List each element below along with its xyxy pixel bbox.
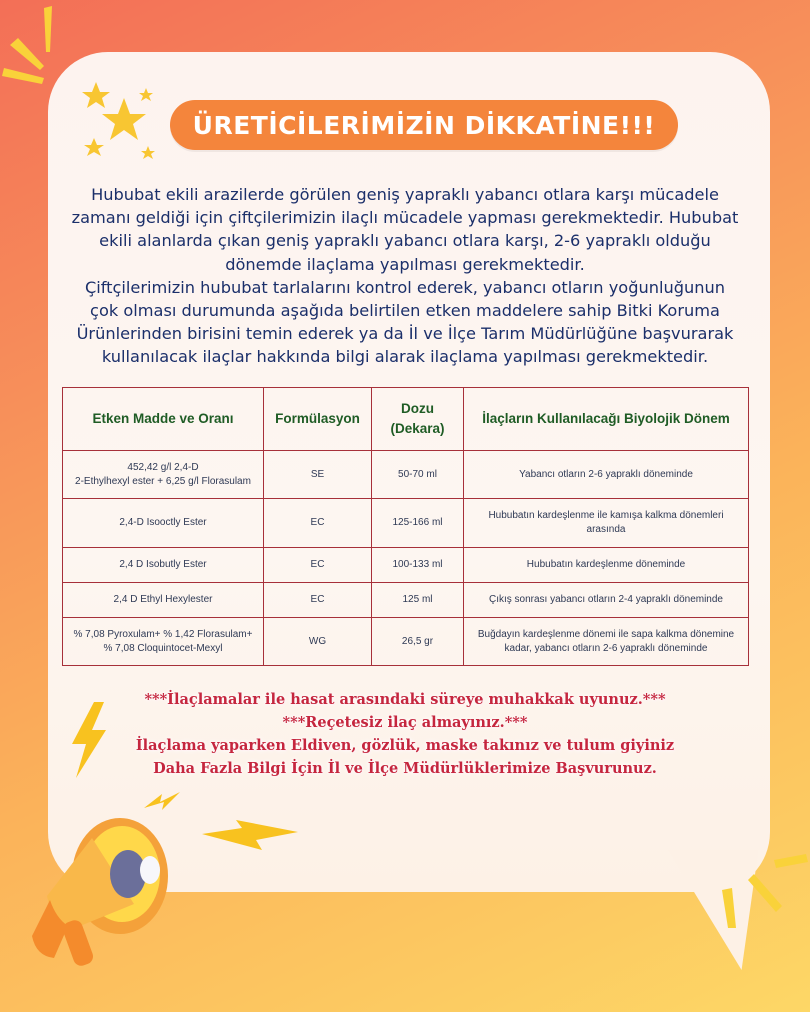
cell-active-ingredient: 2,4 D Ethyl Hexylester — [63, 583, 264, 618]
table-row — [63, 451, 749, 499]
intro-text — [70, 183, 740, 369]
pesticide-table — [62, 387, 749, 666]
cell-dose: 125-166 ml — [372, 499, 464, 548]
star-icon — [80, 80, 170, 170]
intro-paragraph-1: Hububat ekili arazilerde görülen geniş yapraklı yabancı otlara karşı mücadele zamanı geldiği için çiftçilerimizin ilaçlı mücadele yapması gerekmektedir. Hububat ekili alanlarda çıkan geniş yapraklı yabancı otlara karşı, 2-6 yapraklı olduğu dönemde ilaçlama yapılması gerekmektedir. — [71, 185, 739, 274]
cell-active-ingredient: 452,42 g/l 2,4-D 2-Ethylhexyl ester + 6,25 g/l Florasulam — [63, 451, 264, 499]
cell-formulation: EC — [264, 583, 372, 618]
warning-line: ***İlaçlamalar ile hasat arasındaki süreye muhakkak uyunuz.*** — [144, 691, 666, 708]
table-row — [63, 583, 749, 618]
warning-line: Daha Fazla Bilgi İçin İl ve İlçe Müdürlüklerimize Başvurunuz. — [153, 760, 657, 777]
header-formulation: Formülasyon — [264, 388, 372, 451]
megaphone-icon — [22, 808, 192, 988]
cell-dose: 125 ml — [372, 583, 464, 618]
cell-biological-period: Hububatın kardeşlenme ile kamışa kalkma dönemleri arasında — [464, 499, 749, 548]
lightning-icon — [64, 700, 114, 780]
table-row — [63, 548, 749, 583]
cell-formulation: EC — [264, 548, 372, 583]
cell-formulation: SE — [264, 451, 372, 499]
table-header-row — [63, 388, 749, 451]
warning-line: İlaçlama yaparken Eldiven, gözlük, maske takınız ve tulum giyiniz — [135, 737, 675, 754]
cell-biological-period: Hububatın kardeşlenme döneminde — [464, 548, 749, 583]
table-row — [63, 499, 749, 548]
page-title: ÜRETİCİLERİMİZİN DİKKATİNE!!! — [192, 110, 656, 140]
cell-dose: 100-133 ml — [372, 548, 464, 583]
cell-active-ingredient: % 7,08 Pyroxulam+ % 1,42 Florasulam+ % 7,08 Cloquintocet-Mexyl — [63, 618, 264, 666]
cell-active-ingredient: 2,4 D Isobutly Ester — [63, 548, 264, 583]
warnings-block — [90, 688, 720, 780]
cell-biological-period: Yabancı otların 2-6 yapraklı döneminde — [464, 451, 749, 499]
title-banner — [170, 100, 678, 150]
cell-formulation: EC — [264, 499, 372, 548]
cell-biological-period: Buğdayın kardeşlenme dönemi ile sapa kalkma dönemine kadar, yabancı otların 2-6 yapraklı döneminde — [464, 618, 749, 666]
cell-active-ingredient: 2,4-D Isooctly Ester — [63, 499, 264, 548]
header-biological-period: İlaçların Kullanılacağı Biyolojik Dönem — [464, 388, 749, 451]
cell-dose: 50-70 ml — [372, 451, 464, 499]
intro-paragraph-2: Çiftçilerimizin hububat tarlalarını kontrol ederek, yabancı otların yoğunluğunun çok olması durumunda aşağıda belirtilen etken maddelere sahip Bitki Koruma Ürünlerinden birisini temin ederek ya da İl ve İlçe Tarım Müdürlüğüne başvurarak kullanılacak ilaçlar hakkında bilgi alarak ilaçlama yapılması gerekmektedir. — [76, 277, 734, 367]
cell-dose: 26,5 gr — [372, 618, 464, 666]
lightning-icon — [200, 818, 300, 854]
cell-biological-period: Çıkış sonrası yabancı otların 2-4 yapraklı döneminde — [464, 583, 749, 618]
header-active-ingredient: Etken Madde ve Oranı — [63, 388, 264, 451]
header-dose: Dozu (Dekara) — [372, 388, 464, 451]
warning-line: ***Reçetesiz ilaç almayınız.*** — [282, 714, 528, 731]
table-row — [63, 618, 749, 666]
sparkle-icon — [712, 850, 810, 930]
cell-formulation: WG — [264, 618, 372, 666]
